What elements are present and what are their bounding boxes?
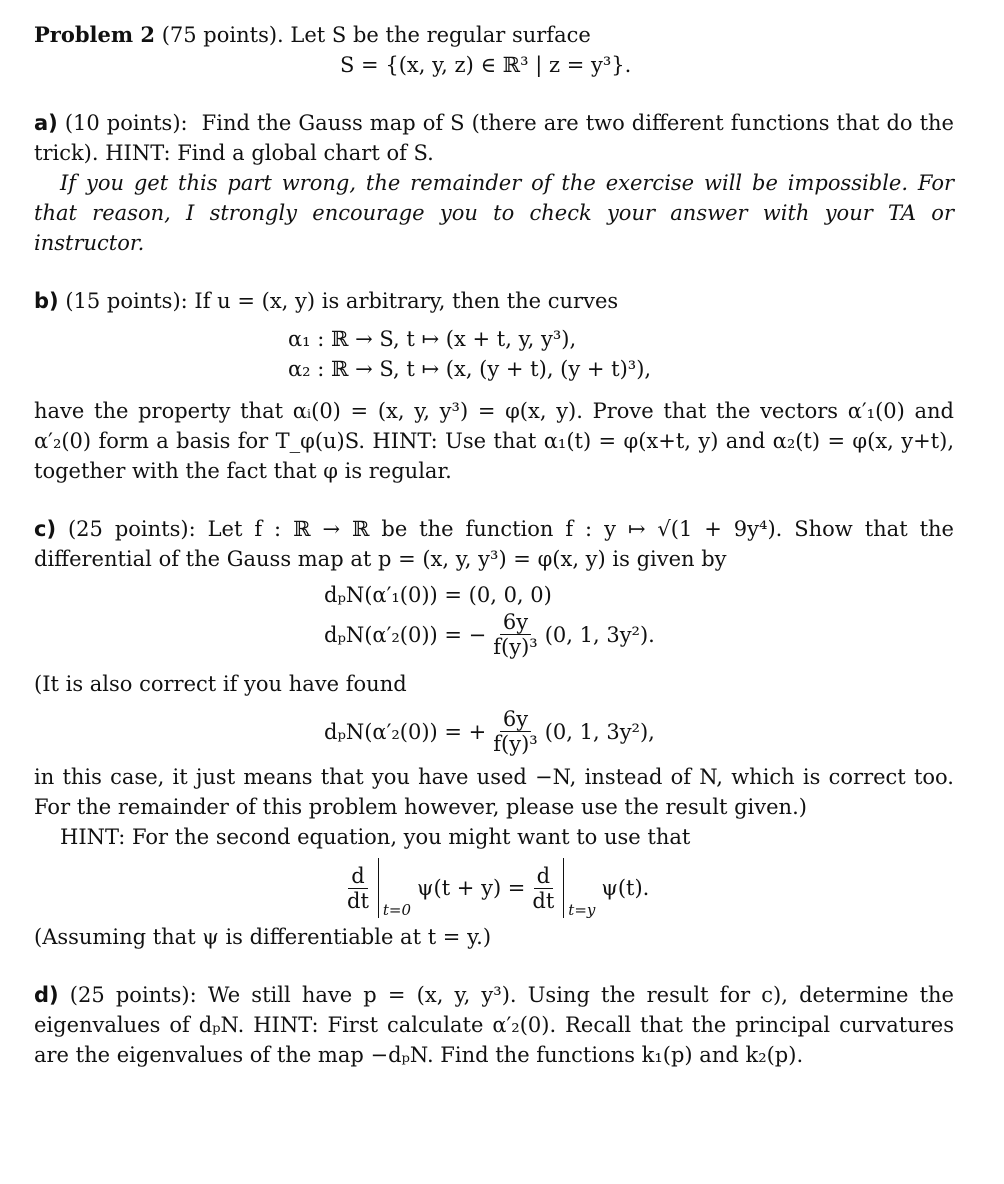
eq3-numerator: 6y [500, 707, 531, 732]
hint-limit-1: t=0 [382, 901, 412, 919]
surface-equation: S = {(x, y, z) ∈ ℝ³ | z = y³}. [340, 53, 632, 77]
curve-alpha-2: α₂ : ℝ → S, t ↦ (x, (y + t), (y + t)³), [288, 357, 652, 381]
hint-eval-bar-1 [378, 858, 411, 918]
part-b-label: b) [34, 289, 59, 313]
part-a-body: Find the Gauss map of S (there are two different functions that do the trick). HINT: Find a global chart of S. [34, 111, 954, 165]
eq2-fraction [490, 610, 540, 659]
hint-end: ψ(t). [601, 876, 650, 900]
part-d-label: d) [34, 983, 59, 1007]
part-a-warning: If you get this part wrong, the remainder of the exercise will be impossible. For that reason, I strongly encourage you to check your answer with your TA or instructor. [34, 171, 954, 255]
hint-d-1: d [348, 864, 367, 889]
part-a-text [34, 108, 954, 168]
part-c-assumption: (Assuming that ψ is differentiable at t = y.) [34, 925, 492, 949]
part-a-label: a) [34, 111, 58, 135]
hint-d-2: d [534, 864, 553, 889]
eq2-lhs: dₚN(α′₂(0)) = − [324, 622, 487, 647]
part-b-body-2: have the property that αᵢ(0) = (x, y, y³) = φ(x, y). Prove that the vectors α′₁(0) and α′₂(0) form a basis for T_φ(u)S. HINT: Use that α₁(t) = φ(x+t, y) and α₂(t) = φ(x, y+t), together with the fact that φ is regular. [34, 399, 954, 483]
problem-heading [34, 20, 954, 50]
part-b-points: (15 points): [65, 289, 188, 313]
part-c-text [34, 514, 954, 574]
hint-derivative-2 [529, 864, 557, 913]
hint-middle: ψ(t + y) = [417, 876, 526, 900]
hint-equation [34, 858, 954, 918]
differential-eq-2 [324, 610, 954, 659]
differential-equations [34, 580, 954, 659]
part-c-hint: HINT: For the second equation, you might want to use that [60, 825, 691, 849]
differential-eq-3 [324, 707, 954, 756]
eq2-denominator: f(y)³ [493, 635, 538, 659]
hint-eval-bar-2 [563, 858, 595, 918]
part-b-text [34, 286, 954, 316]
problem-intro: Let S be the regular surface [290, 23, 591, 47]
differential-eq-1: dₚN(α′₁(0)) = (0, 0, 0) [324, 583, 552, 607]
eq2-rhs: (0, 1, 3y²). [544, 622, 655, 647]
eq3-fraction [490, 707, 540, 756]
part-c-also: (It is also correct if you have found [34, 672, 407, 696]
eq2-numerator: 6y [500, 610, 531, 635]
part-d-body: We still have p = (x, y, y³). Using the result for c), determine the eigenvalues of dₚN. HINT: First calculate α′₂(0). Recall that the principal curvatures are the eigenvalues of the map −dₚN. Find the functions k₁(p) and k₂(p). [34, 983, 954, 1067]
part-a-points: (10 points): [64, 111, 188, 135]
eq3-lhs: dₚN(α′₂(0)) = + [324, 719, 487, 744]
hint-dt-1: dt [347, 888, 369, 913]
hint-derivative-1 [344, 864, 372, 913]
part-b-body: If u = (x, y) is arbitrary, then the curves [194, 289, 619, 313]
curves-block [34, 324, 954, 384]
hint-limit-2: t=y [568, 901, 596, 919]
part-c-points: (25 points): [67, 517, 196, 541]
part-d-text [34, 980, 954, 1070]
part-c-body-3: in this case, it just means that you have used −N, instead of N, which is correct too. For the remainder of this problem however, please use the result given.) [34, 765, 954, 819]
hint-dt-2: dt [532, 888, 555, 913]
problem-title: Problem 2 [34, 22, 156, 47]
alternative-equation [34, 707, 954, 756]
part-c-label: c) [34, 517, 57, 541]
eq3-denominator: f(y)³ [493, 732, 538, 756]
part-c-body: Let f : ℝ → ℝ be the function f : y ↦ √(1 + 9y⁴). Show that the differential of the Gauss map at p = (x, y, y³) = φ(x, y) is given by [34, 517, 954, 571]
problem-points: (75 points). [161, 23, 284, 47]
part-d-points: (25 points): [69, 983, 197, 1007]
curve-alpha-1: α₁ : ℝ → S, t ↦ (x + t, y, y³), [288, 327, 577, 351]
eq3-rhs: (0, 1, 3y²), [544, 719, 655, 744]
